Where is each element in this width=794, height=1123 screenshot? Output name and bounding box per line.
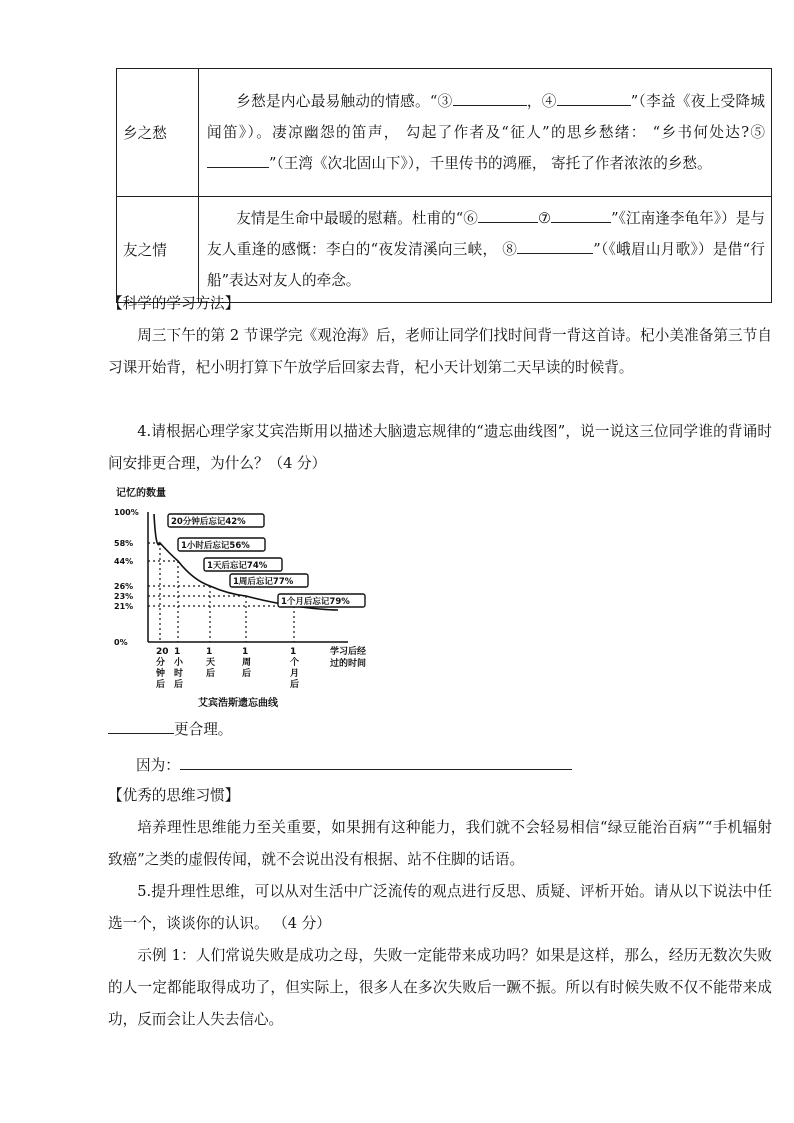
blank-5[interactable] <box>207 152 269 168</box>
y-tick-label: 100% <box>114 508 139 517</box>
x-tick-label: 1 <box>206 647 213 657</box>
callout-text: 1天后忘记74% <box>207 561 268 571</box>
blank-3[interactable] <box>453 90 527 106</box>
x-tick-label: 后 <box>242 669 252 679</box>
content-text: 乡愁是内心最易触动的情感。“③ <box>236 93 453 110</box>
reason-blank[interactable] <box>180 754 572 770</box>
forgetting-curve-chart <box>108 482 378 712</box>
poem-table <box>116 68 772 303</box>
callout-text: 20分钟后忘记42% <box>171 517 246 527</box>
blank-7[interactable] <box>551 207 611 223</box>
annotation-callout <box>168 514 264 527</box>
callout-text: 1周后忘记77% <box>233 577 294 587</box>
content-text: ”（李益《夜上受降城闻笛》）。凄凉幽怨的笛声， 勾起了作者及“征人”的思乡愁绪： “乡书何处达?⑤ <box>207 93 765 141</box>
question-text: 5.提升理性思维，可以从对生活中广泛流传的观点进行反思、质疑、评析开始。请从以下说法中任选一个，谈谈你的认识。 （4 分） <box>108 883 772 932</box>
annotation-callout <box>230 574 308 587</box>
x-labels <box>155 647 299 690</box>
question-text: 4.请根据心理学家艾宾浩斯用以描述大脑遗忘规律的“遗忘曲线图”，说一说这三位同学谁的背诵时间安排更合理，为什么？（4 分） <box>108 423 772 472</box>
x-tick-label: 1 <box>242 647 249 657</box>
content-text: ⑦ <box>537 210 552 227</box>
content-text: ”（王湾《次北固山下》），千里传书的鸿雁， 寄托了作者浓浓的乡愁。 <box>269 155 712 172</box>
content-text: 友情是生命中最暖的慰藉。杜甫的“⑥ <box>236 210 478 227</box>
y-tick-label: 26% <box>114 582 134 591</box>
x-tick-label: 月 <box>290 669 300 679</box>
blank-6[interactable] <box>478 207 538 223</box>
row-label: 友之情 <box>117 197 199 303</box>
answer-line-name <box>108 718 232 742</box>
x-tick-label: 后 <box>206 669 216 679</box>
blank-4[interactable] <box>557 90 631 106</box>
x-axis-label-2: 过的时间 <box>330 659 367 669</box>
x-tick-label: 后 <box>156 680 166 690</box>
y-tick-label: 0% <box>114 638 128 647</box>
y-ticks <box>114 508 139 647</box>
thinking-intro <box>108 812 772 876</box>
y-axis-label: 记忆的数量 <box>116 488 166 499</box>
x-tick-label: 钟 <box>156 669 166 679</box>
question-5 <box>108 876 772 940</box>
callout-text: 1个月后忘记79% <box>281 597 350 607</box>
intro-text: 培养理性思维能力至关重要，如果拥有这种能力，我们就不会轻易相信“绿豆能治百病”“手机辐射致癌”之类的虚假传闻，就不会说出没有根据、站不住脚的话语。 <box>108 819 772 868</box>
row-content <box>199 197 772 303</box>
table-row <box>117 197 772 303</box>
answer-blank[interactable] <box>108 718 174 734</box>
chart-title: 艾宾浩斯遗忘曲线 <box>198 698 278 709</box>
y-tick-label: 58% <box>114 539 134 548</box>
content-text: ”《江南逢李龟年》）是与友人重逢的感慨：李白的“夜发清溪向三峡， ⑧ <box>207 210 765 258</box>
callout-text: 1小时后忘记56% <box>181 541 250 551</box>
x-tick-label: 分 <box>156 658 166 668</box>
x-tick-label: 天 <box>206 658 216 668</box>
y-tick-label: 23% <box>114 592 134 601</box>
example-1 <box>108 940 772 1036</box>
table-row <box>117 69 772 197</box>
row-content <box>199 69 772 197</box>
y-tick-label: 21% <box>114 602 134 611</box>
row-label: 乡之愁 <box>117 69 199 197</box>
blank-8[interactable] <box>517 238 593 254</box>
section-heading-learning: 【科学的学习方法】 <box>108 295 240 312</box>
x-tick-label: 个 <box>290 658 300 668</box>
x-tick-label: 20 <box>156 647 169 657</box>
x-tick-label: 周 <box>242 658 252 668</box>
y-tick-label: 44% <box>114 557 134 566</box>
annotation-callout <box>278 594 365 607</box>
question-4 <box>108 416 772 480</box>
content-text: ，④ <box>526 93 557 110</box>
x-tick-label: 后 <box>290 680 300 690</box>
learning-intro <box>108 320 772 384</box>
x-axis-label: 学习后经 <box>330 647 367 657</box>
answer-suffix: 更合理。 <box>174 721 233 738</box>
x-tick-label: 1 <box>290 647 297 657</box>
annotations <box>168 514 365 607</box>
content-text: ”（《峨眉山月歌》）是借“行船”表达对友人的牵念。 <box>207 241 765 289</box>
x-tick-label: 时 <box>174 669 184 679</box>
x-tick-label: 小 <box>174 658 184 668</box>
because-label: 因为： <box>136 757 180 774</box>
x-tick-label: 后 <box>174 680 184 690</box>
annotation-callout <box>204 558 282 571</box>
answer-line-reason <box>136 754 572 778</box>
intro-text: 周三下午的第 2 节课学完《观沧海》后，老师让同学们找时间背一背这首诗。杞小美准备第三节自习课开始背，杞小明打算下午放学后回家去背，杞小天计划第二天早读的时候背。 <box>108 327 772 376</box>
example-text: 示例 1：人们常说失败是成功之母，失败一定能带来成功吗？如果是这样，那么，经历无数次失败的人一定都能取得成功了，但实际上，很多人在多次失败后一蹶不振。所以有时候失败不仅不能带来成功，反而会让人失去信心。 <box>108 947 772 1028</box>
section-heading-thinking: 【优秀的思维习惯】 <box>108 787 240 804</box>
x-tick-label: 1 <box>174 647 181 657</box>
annotation-callout <box>178 538 265 551</box>
